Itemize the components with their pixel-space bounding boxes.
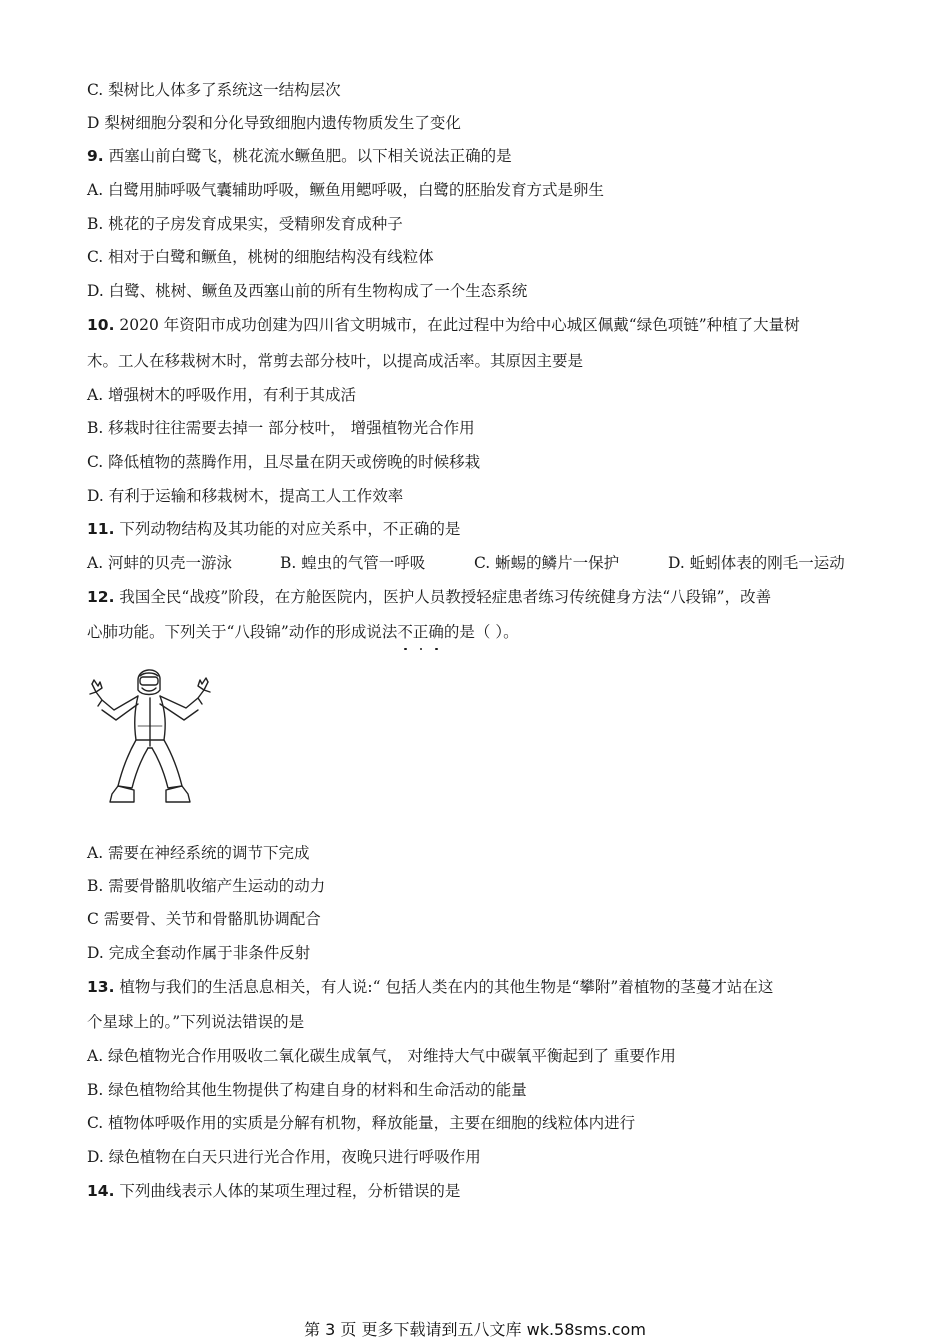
question-12-continued (87, 622, 519, 642)
question-number: 10. (87, 316, 115, 334)
q12-option-d: D. 完成全套动作属于非条件反射 (87, 944, 311, 962)
page-footer: 第 3 页 更多下载请到五八文库 wk.58sms.com (304, 1320, 646, 1339)
q10-option-d: D. 有利于运输和移栽树木，提高工人工作效率 (87, 487, 404, 505)
question-9 (87, 146, 512, 166)
question-13 (87, 977, 773, 997)
q9-option-a: A. 白鹭用肺呼吸气囊辅助呼吸，鳜鱼用鳃呼吸，白鹭的胚胎发育方式是卵生 (87, 181, 605, 199)
q11-option-d: D. 蚯蚓体表的刚毛一运动 (668, 554, 845, 572)
question-13-continued: 个星球上的。”下列说法错误的是 (87, 1013, 305, 1031)
q9-option-c: C. 相对于白鹭和鳜鱼，桃树的细胞结构没有线粒体 (87, 248, 434, 266)
question-10-continued: 木。工人在移栽树木时，常剪去部分枝叶，以提高成活率。其原因主要是 (87, 352, 584, 370)
q11-option-a: A. 河蚌的贝壳一游泳 (87, 554, 233, 572)
question-number: 11. (87, 520, 115, 538)
question-text: 植物与我们的生活息息相关，有人说:“ 包括人类在内的其他生物是“攀附”着植物的茎蔓才站在这 (119, 978, 774, 996)
question-number: 13. (87, 978, 115, 996)
question-12 (87, 587, 771, 607)
q12-option-b: B. 需要骨骼肌收缩产生运动的动力 (87, 877, 326, 895)
emphasis-char: 正 (412, 623, 429, 641)
q8-option-d: D 梨树细胞分裂和分化导致细胞内遗传物质发生了变化 (87, 114, 461, 132)
q11-options (87, 553, 867, 573)
question-text: 的是（ ）。 (443, 623, 519, 641)
question-number: 9. (87, 147, 104, 165)
q11-option-c: C. 蜥蜴的鳞片一保护 (474, 554, 620, 572)
q10-option-a: A. 增强树木的呼吸作用，有利于其成活 (87, 386, 357, 404)
q12-option-a: A. 需要在神经系统的调节下完成 (87, 844, 310, 862)
baduanjin-figure-illustration (88, 662, 218, 812)
question-text: 西塞山前白鹭飞，桃花流水鳜鱼肥。以下相关说法正确的是 (108, 147, 512, 165)
question-text: 我国全民“战疫”阶段，在方舱医院内，医护人员教授轻症患者练习传统健身方法“八段锦”，改善 (119, 588, 772, 606)
question-text: 2020 年资阳市成功创建为四川省文明城市，在此过程中为给中心城区佩戴“绿色项链”种植了大量树 (119, 316, 800, 334)
q10-option-c: C. 降低植物的蒸腾作用，且尽量在阴天或傍晚的时候移栽 (87, 453, 481, 471)
question-text: 下列动物结构及其功能的对应关系中，不正确的是 (119, 520, 461, 538)
q9-option-d: D. 白鹭、桃树、鳜鱼及西塞山前的所有生物构成了一个生态系统 (87, 282, 528, 300)
emphasis-char: 确 (428, 623, 444, 641)
q13-option-c: C. 植物体呼吸作用的实质是分解有机物，释放能量，主要在细胞的线粒体内进行 (87, 1114, 636, 1132)
q13-option-d: D. 绿色植物在白天只进行光合作用，夜晚只进行呼吸作用 (87, 1148, 481, 1166)
question-number: 12. (87, 588, 115, 606)
q8-option-c: C. 梨树比人体多了系统这一结构层次 (87, 81, 341, 99)
q10-option-b: B. 移栽时往往需要去掉一 部分枝叶， 增强植物光合作用 (87, 419, 475, 437)
question-10 (87, 315, 800, 335)
emphasis-char: 不 (397, 623, 413, 641)
question-text: 心肺功能。下列关于“八段锦”动作的形成说法 (87, 623, 398, 641)
question-number: 14. (87, 1182, 115, 1200)
question-text: 下列曲线表示人体的某项生理过程，分析错误的是 (119, 1182, 461, 1200)
q13-option-b: B. 绿色植物给其他生物提供了构建自身的材料和生命活动的能量 (87, 1081, 527, 1099)
q13-option-a: A. 绿色植物光合作用吸收二氧化碳生成氧气， 对维持大气中碳氧平衡起到了 重要作用 (87, 1047, 676, 1065)
q12-option-c: C 需要骨、关节和骨骼肌协调配合 (87, 910, 321, 928)
q11-option-b: B. 蝗虫的气管一呼吸 (280, 554, 426, 572)
question-14 (87, 1181, 460, 1201)
q9-option-b: B. 桃花的子房发育成果实，受精卵发育成种子 (87, 215, 403, 233)
question-11 (87, 519, 460, 539)
